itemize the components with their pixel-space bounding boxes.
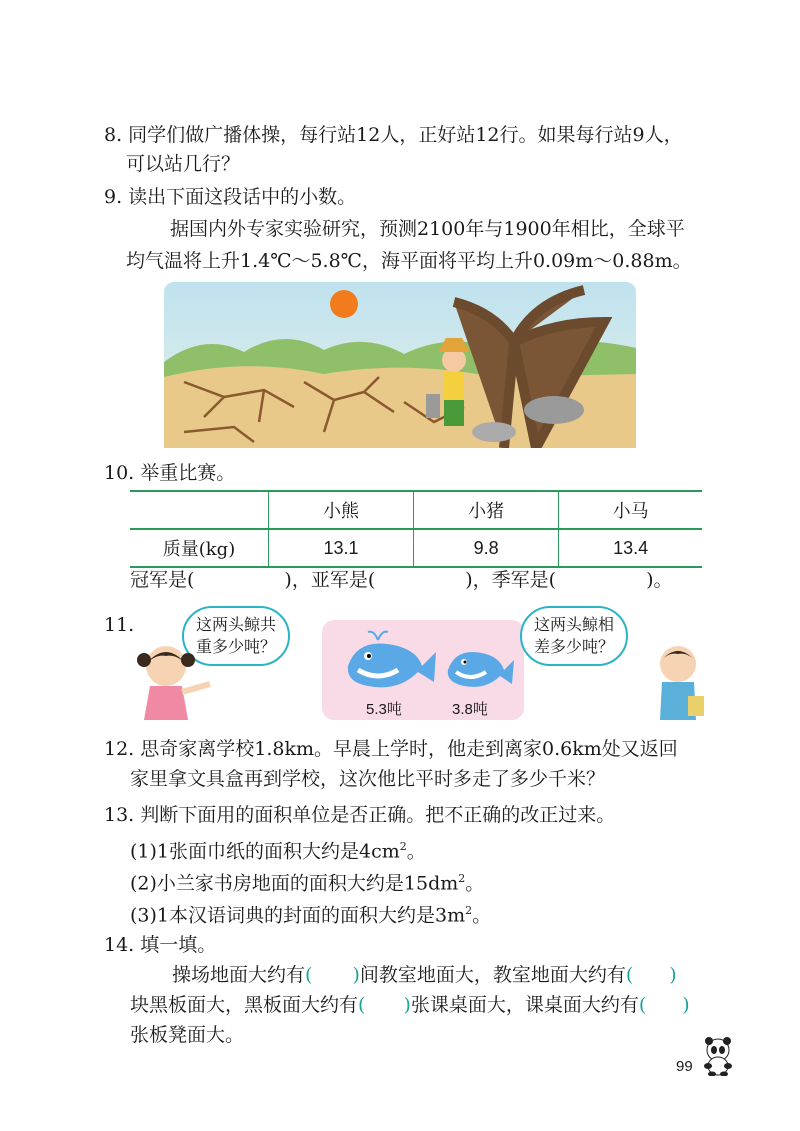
page-number: 99: [676, 1058, 693, 1075]
q13-item1: (1)1张面巾纸的面积大约是$4cm^2$。: [130, 840, 426, 863]
sun-icon: [330, 290, 358, 318]
whales-panel: [322, 620, 524, 720]
drought-illustration: [164, 282, 636, 448]
table-cell: 9.8: [414, 529, 559, 567]
whale-small-icon: [442, 638, 516, 694]
bubble-text: 重多少吨？: [196, 637, 277, 656]
q8-line1: 8. 同学们做广播体操，每行站12人，正好站12行。如果每行站9人，: [104, 124, 683, 146]
table-header-cell: 小猪: [414, 491, 559, 529]
boy-illustration: [644, 640, 708, 724]
right-speech-bubble: [520, 606, 628, 666]
q14-line3: 张板凳面大。: [130, 1024, 245, 1046]
q10-title: 10. 举重比赛。: [104, 462, 236, 484]
table-row: [130, 529, 702, 567]
q9-line1: 据国内外专家实验研究，预测2100年与1900年相比，全球平: [170, 218, 685, 240]
q9-title: 9. 读出下面这段话中的小数。: [104, 186, 357, 208]
champion-label: 冠军是(: [130, 569, 195, 591]
girl-illustration: [136, 640, 216, 724]
q13-item3: (3)1本汉语词典的封面的面积大约是$3m^2$。: [130, 904, 492, 927]
table-header-cell: [130, 491, 269, 529]
row-label: 质量(kg): [130, 529, 269, 567]
weightlifting-table: [130, 490, 702, 568]
panda-icon: [700, 1036, 736, 1076]
q11-number: 11.: [104, 614, 135, 636]
whale-large-icon: [338, 626, 438, 696]
table-cell: 13.4: [559, 529, 702, 567]
q13-title: 13. 判断下面用的面积单位是否正确。把不正确的改正过来。: [104, 804, 616, 826]
bubble-text: 这两头鲸相: [534, 615, 615, 634]
third-label: )，季军是(: [465, 569, 557, 591]
table-header-cell: 小熊: [269, 491, 414, 529]
q12-line1: 12. 思奇家离学校1.8km。早晨上学时，他走到离家0.6km处又返回: [104, 738, 678, 760]
table-header-row: [130, 491, 702, 529]
table-cell: 13.1: [269, 529, 414, 567]
second-label: )，亚军是(: [284, 569, 376, 591]
bubble-text: 这两头鲸共: [196, 615, 277, 634]
table-header-cell: 小马: [559, 491, 702, 529]
q12-line2: 家里拿文具盒再到学校，这次他比平时多走了多少千米？: [130, 768, 606, 790]
q14-line2: 块黑板面大，黑板面大约有( )张课桌面大，课桌面大约有( ): [130, 994, 690, 1016]
bubble-text: 差多少吨？: [534, 637, 615, 656]
q8-line2: 可以站几行？: [126, 153, 241, 175]
q13-item2: (2)小兰家书房地面的面积大约是$15dm^2$。: [130, 872, 485, 895]
q10-answer-line: [130, 565, 673, 595]
q14-title: 14. 填一填。: [104, 934, 217, 956]
q14-line1: 操场地面大约有( )间教室地面大，教室地面大约有( ): [172, 964, 677, 986]
end-paren: )。: [646, 569, 673, 591]
whale1-weight: 5.3吨: [366, 701, 402, 718]
whale2-weight: 3.8吨: [452, 701, 488, 718]
q9-line2: 均气温将上升1.4℃～5.8℃，海平面将平均上升0.09m～0.88m。: [126, 250, 692, 272]
